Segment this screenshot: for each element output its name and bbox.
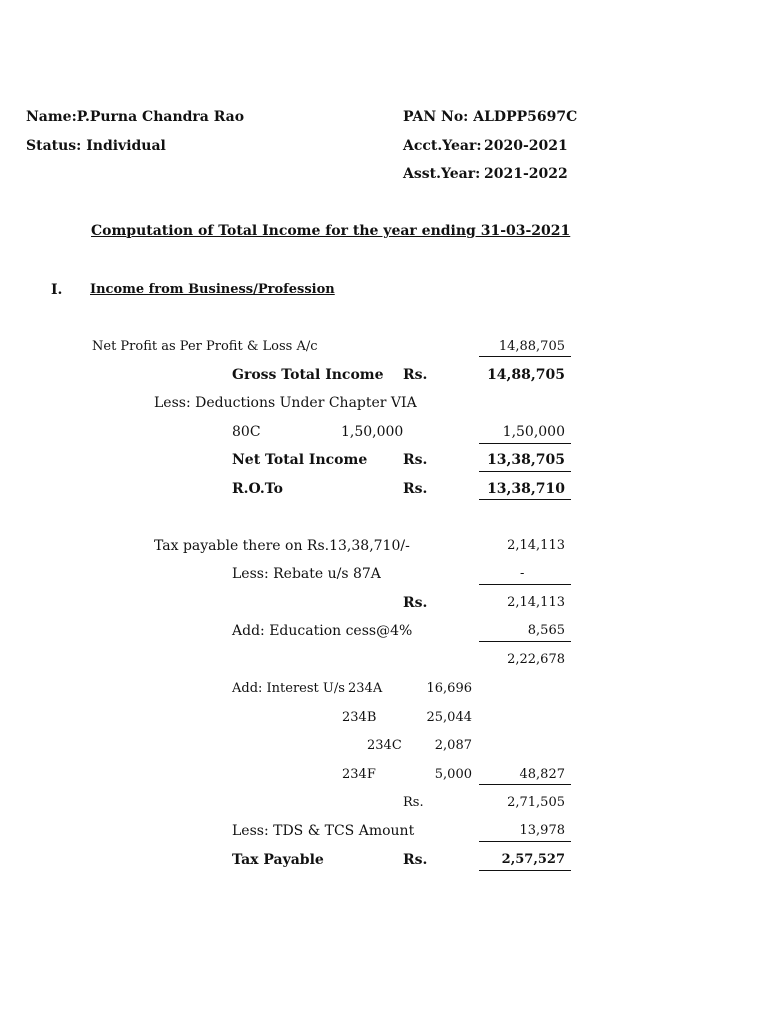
gross-total-value: 14,88,705: [487, 367, 565, 383]
cess-label: Add: Education cess@4%: [232, 623, 413, 639]
tds-value: 13,978: [519, 823, 565, 838]
roto-label: R.O.To: [232, 481, 283, 497]
deductions-label: Less: Deductions Under Chapter VIA: [154, 395, 417, 411]
assessee-status: Status: Individual: [26, 138, 166, 154]
deduction-total: 1,50,000: [502, 424, 565, 440]
deduction-rule: [479, 443, 571, 444]
roto-rule: [479, 499, 571, 500]
net-profit-value: 14,88,705: [498, 339, 565, 354]
tax-payable-final-rs: Rs.: [403, 852, 428, 868]
deduction-80c-amount: 1,50,000: [341, 424, 404, 440]
net-total-rule: [479, 471, 571, 472]
document-title: Computation of Total Income for the year ending 31-03-2021: [91, 223, 571, 239]
deduction-80c-label: 80C: [232, 424, 261, 440]
acct-year-label: Acct.Year:: [403, 138, 482, 154]
asst-year-value: 2021-2022: [484, 166, 568, 182]
cess-rule: [479, 641, 571, 642]
cess-value: 8,565: [527, 623, 565, 638]
tax-payable-final-rule: [479, 870, 571, 871]
interest-234f-value: 5,000: [434, 767, 472, 782]
interest-234c-label: 234C: [367, 738, 402, 753]
tds-rule: [479, 841, 571, 842]
roto-rs: Rs.: [403, 481, 428, 497]
interest-234c-value: 2,087: [434, 738, 472, 753]
after-rebate-value: 2,14,113: [507, 595, 565, 610]
interest-234b-label: 234B: [342, 710, 377, 725]
asst-year-label: Asst.Year:: [403, 166, 481, 182]
tax-payable-final-value: 2,57,527: [501, 852, 565, 867]
rebate-value: -: [520, 566, 525, 581]
total-rs: Rs.: [403, 795, 424, 810]
net-profit-rule: [479, 356, 571, 357]
section-heading: Income from Business/Profession: [90, 282, 335, 297]
roto-value: 13,38,710: [487, 481, 565, 497]
assessee-name: Name:P.Purna Chandra Rao: [26, 109, 245, 125]
tax-payable-value: 2,14,113: [507, 538, 565, 553]
net-profit-label: Net Profit as Per Profit & Loss A/c: [92, 339, 318, 354]
pan-number: PAN No: ALDPP5697C: [403, 109, 578, 125]
subtotal-value: 2,22,678: [507, 652, 565, 667]
net-total-income-value: 13,38,705: [487, 452, 565, 468]
rebate-rule: [479, 584, 571, 585]
interest-label: Add: Interest U/s: [232, 681, 345, 696]
interest-234f-label: 234F: [342, 767, 376, 782]
interest-total: 48,827: [519, 767, 565, 782]
tds-label: Less: TDS & TCS Amount: [232, 823, 415, 839]
net-total-income-rs: Rs.: [403, 452, 428, 468]
tax-payable-label: Tax payable there on Rs.13,38,710/-: [154, 538, 410, 554]
interest-234a-label: 234A: [348, 681, 383, 696]
net-total-income-label: Net Total Income: [232, 452, 368, 468]
rebate-label: Less: Rebate u/s 87A: [232, 566, 381, 582]
interest-234b-value: 25,044: [426, 710, 472, 725]
interest-rule: [479, 784, 571, 785]
total-value: 2,71,505: [507, 795, 565, 810]
section-number: I.: [51, 282, 63, 298]
gross-total-label: Gross Total Income: [232, 367, 384, 383]
interest-234a-value: 16,696: [426, 681, 472, 696]
after-rebate-rs: Rs.: [403, 595, 428, 611]
acct-year-value: 2020-2021: [484, 138, 568, 154]
tax-payable-final-label: Tax Payable: [232, 852, 324, 868]
gross-total-rs: Rs.: [403, 367, 428, 383]
